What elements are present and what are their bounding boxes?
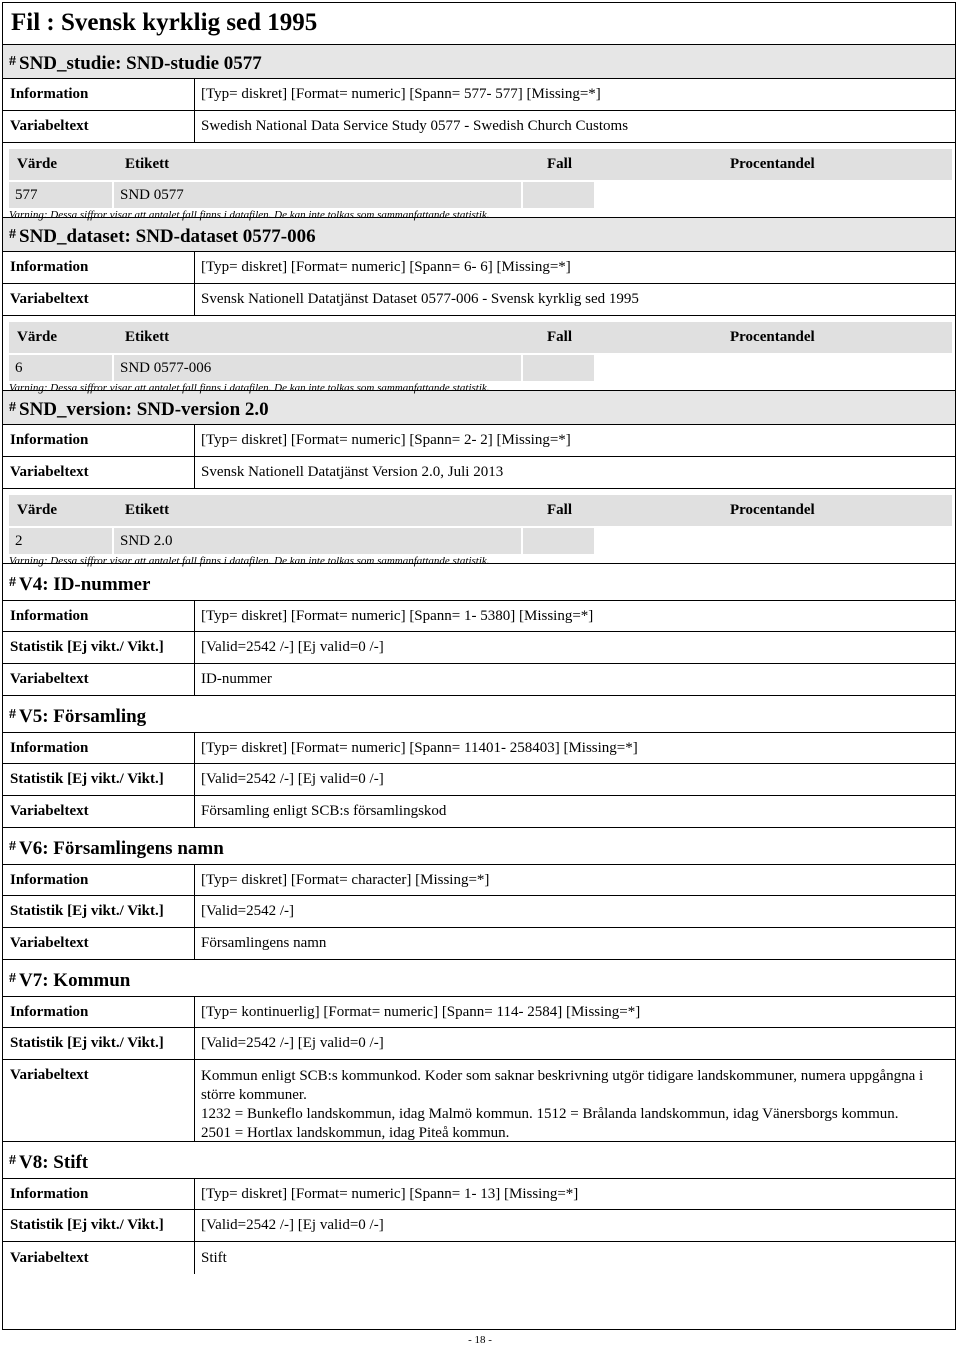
- variabeltext-value: Stift: [201, 1249, 227, 1266]
- information-row: [3, 732, 955, 764]
- frequency-table: [3, 489, 955, 567]
- variable-heading-text: SND_dataset: SND-dataset 0577-006: [19, 226, 316, 247]
- variable-heading-v6: [3, 828, 955, 864]
- header-fall: Fall: [547, 156, 572, 172]
- warning-text: Varning: Dessa siffror visar att antalet fall finns i datafilen. De kan inte tolkas som sammanfattande statistik.: [9, 555, 490, 567]
- variabeltext-label: Variabeltext: [3, 1242, 195, 1274]
- information-row: [3, 425, 955, 457]
- information-value: [Typ= diskret] [Format= numeric] [Spann= 6- 6] [Missing=*]: [201, 259, 571, 275]
- variabeltext-row: [3, 928, 955, 960]
- hash-mark: #: [9, 707, 16, 722]
- variable-heading-v7: [3, 960, 955, 996]
- header-varde: Värde: [17, 329, 57, 345]
- statistik-label: Statistik [Ej vikt./ Vikt.]: [3, 1210, 195, 1241]
- variabeltext-row: [3, 796, 955, 828]
- information-label: Information: [3, 425, 195, 456]
- variable-heading-snd-version: [3, 391, 955, 425]
- statistik-label: Statistik [Ej vikt./ Vikt.]: [3, 764, 195, 795]
- warning-text: Varning: Dessa siffror visar att antalet fall finns i datafilen. De kan inte tolkas som sammanfattande statistik.: [9, 209, 490, 221]
- header-fall: Fall: [547, 502, 572, 518]
- hash-mark: #: [9, 1153, 16, 1168]
- frequency-header: [9, 322, 952, 353]
- statistik-label: Statistik [Ej vikt./ Vikt.]: [3, 896, 195, 927]
- variable-heading-text: V5: Församling: [19, 706, 147, 727]
- variabeltext-row: [3, 664, 955, 696]
- statistik-value: [Valid=2542 /-] [Ej valid=0 /-]: [201, 1035, 384, 1051]
- variabeltext-row: [3, 284, 955, 316]
- warning-text: Varning: Dessa siffror visar att antalet fall finns i datafilen. De kan inte tolkas som sammanfattande statistik.: [9, 382, 490, 394]
- frequency-table: [3, 143, 955, 221]
- freq-value-cell: 577: [9, 182, 112, 208]
- header-etikett: Etikett: [125, 156, 170, 172]
- variabeltext-value: Församling enligt SCB:s församlingskod: [201, 803, 447, 819]
- variabeltext-value: Swedish National Data Service Study 0577 - Swedish Church Customs: [201, 118, 629, 134]
- hash-mark: #: [9, 54, 16, 69]
- variabeltext-row: [3, 111, 955, 143]
- header-varde: Värde: [17, 502, 57, 518]
- information-row: [3, 1178, 955, 1210]
- variabeltext-line: 2501 = Hortlax landskommun, idag Piteå kommun.: [201, 1125, 510, 1141]
- variable-heading-text: V6: Församlingens namn: [19, 838, 224, 859]
- variabeltext-value: Svensk Nationell Datatjänst Version 2.0, Juli 2013: [201, 464, 504, 480]
- information-row: [3, 996, 955, 1028]
- variabeltext-line: Kommun enligt SCB:s kommunkod. Koder som saknar beskrivning utgör tidigare landskommuner, numera uppgångna i större kommuner.: [201, 1068, 924, 1103]
- header-varde: Värde: [17, 156, 57, 172]
- information-row: [3, 252, 955, 284]
- header-procentandel: Procentandel: [730, 156, 815, 172]
- freq-count-cell: [523, 182, 594, 208]
- statistik-value: [Valid=2542 /-]: [201, 903, 295, 919]
- freq-label-cell: SND 0577-006: [114, 355, 521, 381]
- freq-count-cell: [523, 355, 594, 381]
- variable-heading-text: V4: ID-nummer: [19, 574, 151, 595]
- variable-heading-snd-studie: [3, 45, 955, 79]
- hash-mark: #: [9, 227, 16, 242]
- information-value: [Typ= diskret] [Format= numeric] [Spann= 2- 2] [Missing=*]: [201, 432, 571, 448]
- document-page: [2, 2, 956, 1330]
- hash-mark: #: [9, 400, 16, 415]
- variabeltext-label: Variabeltext: [3, 664, 195, 695]
- statistik-row: [3, 1028, 955, 1060]
- statistik-label: Statistik [Ej vikt./ Vikt.]: [3, 632, 195, 663]
- information-label: Information: [3, 601, 195, 631]
- variabeltext-line: 1232 = Bunkeflo landskommun, idag Malmö kommun. 1512 = Brålanda landskommun, idag Vänersborgs kommun.: [201, 1106, 899, 1122]
- freq-label-cell: SND 0577: [114, 182, 521, 208]
- header-procentandel: Procentandel: [730, 329, 815, 345]
- information-label: Information: [3, 79, 195, 110]
- statistik-row: [3, 896, 955, 928]
- freq-count-cell: [523, 528, 594, 554]
- information-value: [Typ= diskret] [Format= numeric] [Spann= 1- 5380] [Missing=*]: [201, 607, 594, 624]
- information-value: [Typ= kontinuerlig] [Format= numeric] [Spann= 114- 2584] [Missing=*]: [201, 1003, 641, 1020]
- hash-mark: #: [9, 839, 16, 854]
- variabeltext-label: Variabeltext: [3, 796, 195, 827]
- hash-mark: #: [9, 971, 16, 986]
- statistik-value: [Valid=2542 /-] [Ej valid=0 /-]: [201, 639, 384, 655]
- information-row: [3, 79, 955, 111]
- variabeltext-label: Variabeltext: [3, 928, 195, 959]
- information-value: [Typ= diskret] [Format= numeric] [Spann= 1- 13] [Missing=*]: [201, 1185, 579, 1202]
- statistik-value: [Valid=2542 /-] [Ej valid=0 /-]: [201, 771, 384, 787]
- freq-value-cell: 6: [9, 355, 112, 381]
- information-label: Information: [3, 997, 195, 1027]
- statistik-value: [Valid=2542 /-] [Ej valid=0 /-]: [201, 1217, 384, 1233]
- header-etikett: Etikett: [125, 329, 170, 345]
- statistik-label: Statistik [Ej vikt./ Vikt.]: [3, 1028, 195, 1059]
- information-row: [3, 600, 955, 632]
- frequency-table: [3, 316, 955, 394]
- freq-value-cell: 2: [9, 528, 112, 554]
- variable-heading-snd-dataset: [3, 218, 955, 252]
- information-label: Information: [3, 733, 195, 763]
- header-etikett: Etikett: [125, 502, 170, 518]
- header-procentandel: Procentandel: [730, 502, 815, 518]
- information-value: [Typ= diskret] [Format= character] [Missing=*]: [201, 871, 490, 888]
- variabeltext-value: Församlingens namn: [201, 935, 327, 951]
- variable-heading-text: SND_version: SND-version 2.0: [19, 399, 269, 420]
- variabeltext-row: [3, 1242, 955, 1274]
- variabeltext-label: Variabeltext: [3, 284, 195, 315]
- variable-heading-text: SND_studie: SND-studie 0577: [19, 53, 262, 74]
- information-value: [Typ= diskret] [Format= numeric] [Spann= 11401- 258403] [Missing=*]: [201, 739, 638, 756]
- information-label: Information: [3, 252, 195, 283]
- statistik-row: [3, 1210, 955, 1242]
- variabeltext-label: Variabeltext: [3, 457, 195, 488]
- header-fall: Fall: [547, 329, 572, 345]
- statistik-row: [3, 632, 955, 664]
- variabeltext-row: [3, 1060, 955, 1142]
- variabeltext-value: [195, 1060, 955, 1141]
- statistik-row: [3, 764, 955, 796]
- information-label: Information: [3, 865, 195, 895]
- freq-label-cell: SND 2.0: [114, 528, 521, 554]
- variabeltext-value: ID-nummer: [201, 671, 272, 687]
- variabeltext-value: Svensk Nationell Datatjänst Dataset 0577-006 - Svensk kyrklig sed 1995: [201, 291, 639, 307]
- information-value: [Typ= diskret] [Format= numeric] [Spann= 577- 577] [Missing=*]: [201, 86, 601, 102]
- frequency-header: [9, 495, 952, 526]
- frequency-header: [9, 149, 952, 180]
- page-title: Fil : Svensk kyrklig sed 1995: [3, 3, 955, 45]
- variable-heading-v8: [3, 1142, 955, 1178]
- information-label: Information: [3, 1179, 195, 1209]
- variable-heading-text: V7: Kommun: [19, 970, 131, 991]
- variabeltext-row: [3, 457, 955, 489]
- variable-heading-v4: [3, 564, 955, 600]
- variabeltext-label: Variabeltext: [3, 1060, 195, 1141]
- hash-mark: #: [9, 575, 16, 590]
- page-number: - 18 -: [468, 1334, 492, 1346]
- information-row: [3, 864, 955, 896]
- variable-heading-v5: [3, 696, 955, 732]
- variabeltext-label: Variabeltext: [3, 111, 195, 142]
- variable-heading-text: V8: Stift: [19, 1152, 89, 1173]
